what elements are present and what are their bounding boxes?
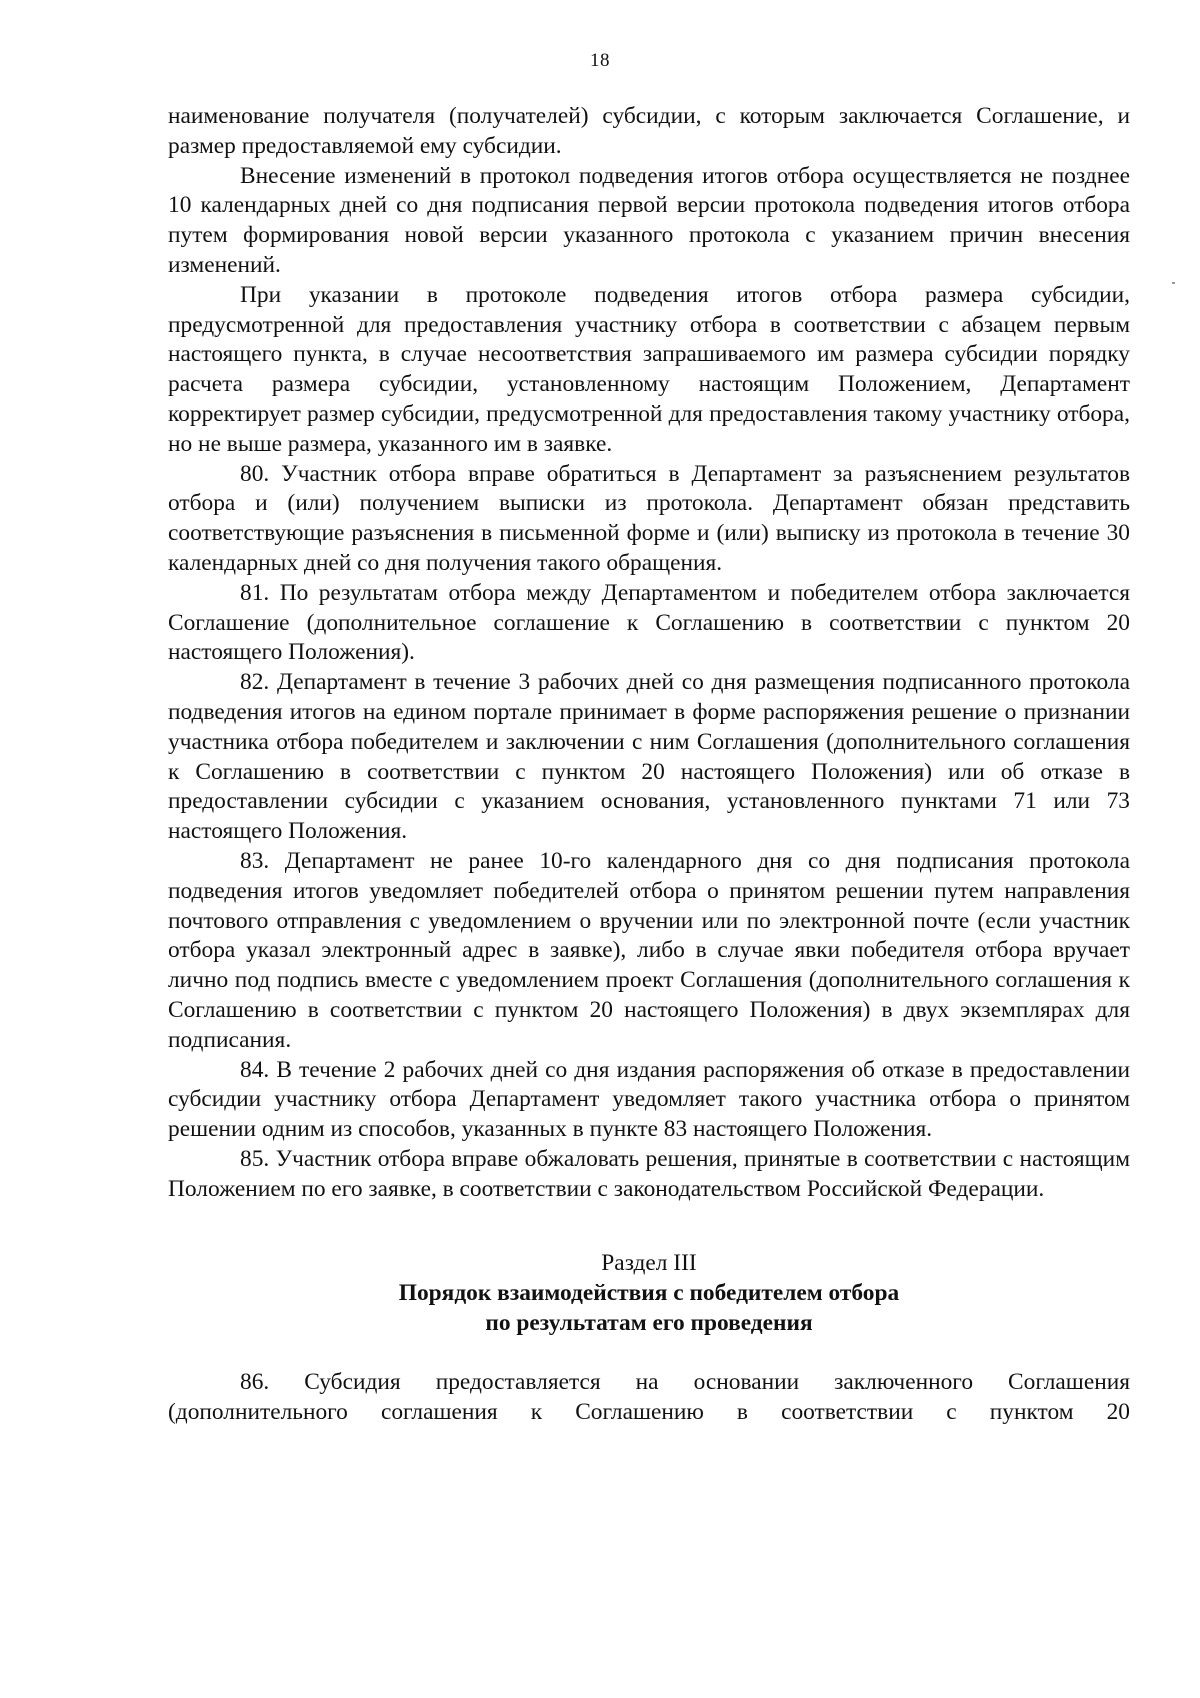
margin-mark (1172, 282, 1175, 284)
paragraph-continuation: наименование получателя (получателей) субсидии, с которым заключается Соглашение, и размер предоставляемой ему субсидии. (168, 103, 1130, 159)
section-title-line-2: по результатам его проведения (485, 1310, 813, 1337)
document-body (168, 102, 1130, 1428)
paragraph-subsidy-adjustment: При указании в протоколе подведения итогов отбора размера субсидии, предусмотренной для предоставления участнику отбора в соответствии с абзацем первым настоящего пункта, в случае несоответствия запрашиваемого им размера субсидии порядку расчета размера субсидии, установленному настоящим Положением, Департамент корректирует размер субсидии, предусмотренной для предоставления такому участнику отбора, но не выше размера, указанного им в заявке. (168, 281, 1130, 457)
paragraph-protocol-changes: Внесение изменений в протокол подведения итогов отбора осуществляется не позднее 10 календарных дней со дня подписания первой версии протокола подведения итогов отбора путем формирования новой версии указанного протокола с указанием причин внесения изменений. (168, 162, 1130, 278)
page-number: 18 (590, 50, 610, 71)
paragraph-81: 81. По результатам отбора между Департаментом и победителем отбора заключается Соглашение (дополнительное соглашение к Соглашению в соответствии с пунктом 20 настоящего Положения). (168, 579, 1130, 666)
paragraph-84: 84. В течение 2 рабочих дней со дня издания распоряжения об отказе в предоставлении субсидии участнику отбора Департамент уведомляет такого участника отбора о принятом решении одним из способов, указанных в пункте 83 настоящего Положения. (168, 1056, 1130, 1143)
paragraph-85: 85. Участник отбора вправе обжаловать решения, принятые в соответствии с настоящим Положением по его заявке, в соответствии с законодательством Российской Федерации. (168, 1145, 1130, 1202)
paragraph-83: 83. Департамент не ранее 10-го календарного дня со дня подписания протокола подведения итогов уведомляет победителей отбора о принятом решении путем направления почтового отправления с уведомлением о вручении или по электронной почте (если участник отбора указал электронный адрес в заявке), либо в случае явки победителя отбора вручает лично под подпись вместе с уведомлением проект Соглашения (дополнительного соглашения к Соглашению в соответствии с пунктом 20 настоящего Положения) в двух экземплярах для подписания. (168, 847, 1130, 1053)
section-heading (168, 1248, 1130, 1338)
section-title-line-1: Порядок взаимодействия с победителем отбора (398, 1280, 900, 1307)
paragraph-80: 80. Участник отбора вправе обратиться в Департамент за разъяснением результатов отбора и (или) получением выписки из протокола. Департамент обязан представить соответствующие разъяснения в письменной форме и (или) выписку из протокола в течение 30 календарных дней со дня получения такого обращения. (168, 460, 1130, 576)
paragraph-82: 82. Департамент в течение 3 рабочих дней со дня размещения подписанного протокола подведения итогов на едином портале принимает в форме распоряжения решение о признании участника отбора победителем и заключении с ним Соглашения (дополнительного соглашения к Соглашению в соответствии с пунктом 20 настоящего Положения) или об отказе в предоставлении субсидии с указанием основания, установленного пунктами 71 или 73 настоящего Положения. (168, 669, 1130, 845)
paragraph-86: 86. Субсидия предоставляется на основании заключенного Соглашения (дополнительного соглашения к Соглашению в соответствии с пунктом 20 (168, 1369, 1130, 1426)
section-label: Раздел III (601, 1250, 697, 1277)
